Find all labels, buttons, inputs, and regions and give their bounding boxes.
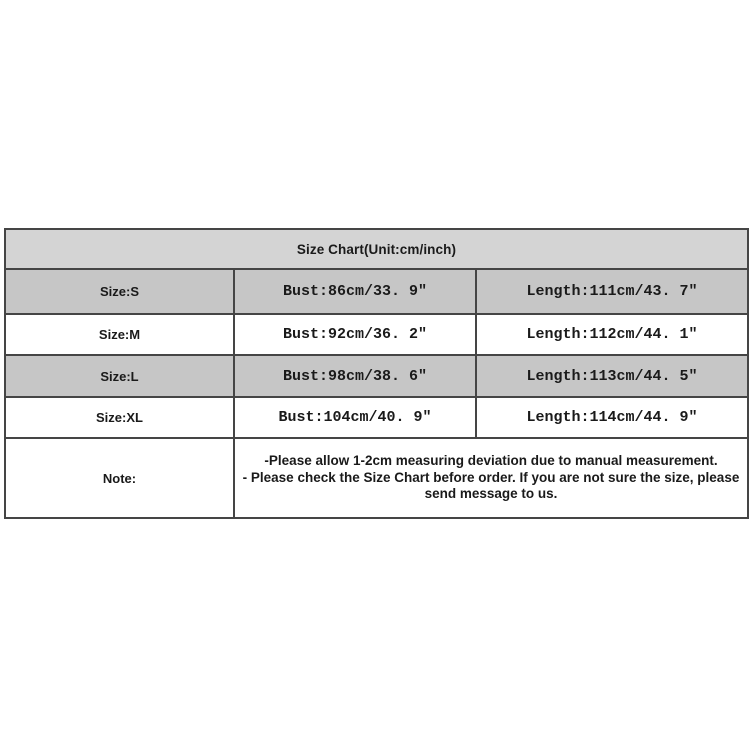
note-line-1: -Please allow 1-2cm measuring deviation due to manual measurement.: [264, 453, 718, 469]
size-label: Size:L: [5, 355, 234, 397]
table-row-size-s: [5, 269, 748, 314]
table-row-size-m: [5, 314, 748, 355]
bust-value: Bust:98cm/38. 6″: [234, 355, 476, 397]
table-row-size-l: [5, 355, 748, 397]
length-value: Length:112cm/44. 1″: [476, 314, 748, 355]
length-value: Length:111cm/43. 7″: [476, 269, 748, 314]
note-line-2: - Please check the Size Chart before order. If you are not sure the size, please: [242, 469, 740, 485]
size-chart-header-row: [5, 229, 748, 269]
note-label: Note:: [5, 438, 234, 518]
note-body: [234, 438, 748, 518]
bust-value: Bust:92cm/36. 2″: [234, 314, 476, 355]
size-chart: [4, 228, 747, 519]
size-label: Size:XL: [5, 397, 234, 438]
bust-value: Bust:104cm/40. 9″: [234, 397, 476, 438]
table-row-note: [5, 438, 748, 518]
length-value: Length:114cm/44. 9″: [476, 397, 748, 438]
length-value: Length:113cm/44. 5″: [476, 355, 748, 397]
table-row-size-xl: [5, 397, 748, 438]
bust-value: Bust:86cm/33. 9″: [234, 269, 476, 314]
size-label: Size:S: [5, 269, 234, 314]
size-label: Size:M: [5, 314, 234, 355]
size-chart-title: Size Chart(Unit:cm/inch): [5, 229, 748, 269]
size-chart-table: [4, 228, 749, 519]
note-line-3: send message to us.: [424, 486, 558, 502]
